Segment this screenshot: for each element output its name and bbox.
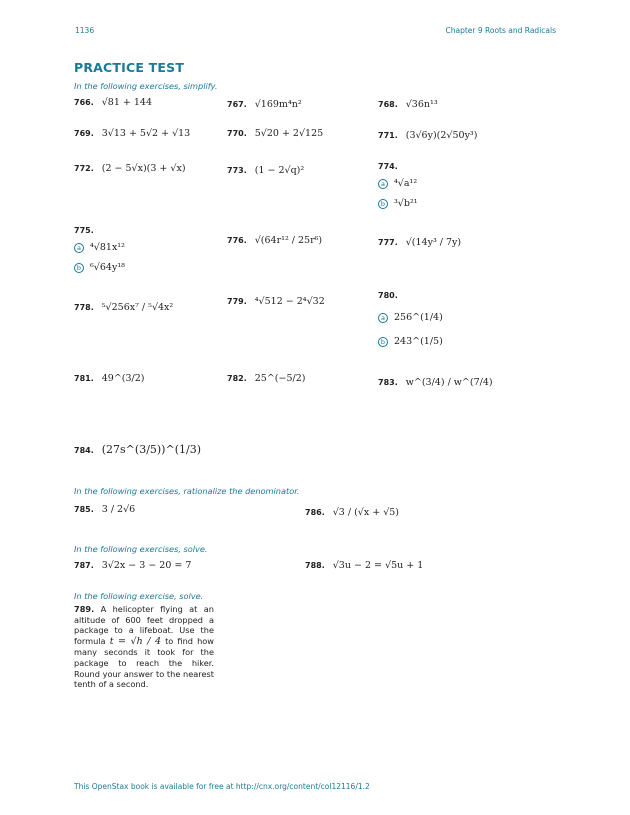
chapter-title: Chapter 9 Roots and Radicals [445, 26, 556, 35]
part-b-marker: b [74, 263, 84, 273]
exercise-774-part-a [378, 178, 417, 189]
exercise-number: 778. [74, 303, 94, 312]
exercise-number: 767. [227, 100, 247, 109]
exercise-777 [378, 238, 461, 248]
exercise-expression: ³√b²¹ [394, 198, 418, 209]
exercise-number: 779. [227, 297, 247, 306]
exercise-776 [227, 236, 322, 246]
exercise-767 [227, 100, 302, 110]
page-number: 1136 [75, 26, 95, 35]
part-a-marker: a [74, 243, 84, 253]
exercise-number: 774. [378, 162, 398, 171]
instruction-solve: In the following exercises, solve. [74, 544, 208, 554]
exercise-788 [305, 561, 423, 571]
instruction-rationalize: In the following exercises, rationalize the denominator. [74, 486, 300, 496]
exercise-775-part-a [74, 242, 125, 253]
exercise-number: 766. [74, 98, 94, 107]
exercise-number: 769. [74, 129, 94, 138]
exercise-number: 773. [227, 166, 247, 175]
exercise-expression: √81 + 144 [101, 97, 153, 108]
exercise-expression: w^(3/4) / w^(7/4) [405, 377, 493, 388]
exercise-number: 777. [378, 238, 398, 247]
exercise-769 [74, 129, 190, 139]
exercise-number: 768. [378, 100, 398, 109]
exercise-number: 776. [227, 236, 247, 245]
formula: t = √h / 4 [109, 635, 161, 647]
exercise-expression: √169m⁴n² [254, 99, 302, 110]
exercise-expression: ⁴√a¹² [394, 178, 418, 189]
exercise-number: 772. [74, 164, 94, 173]
exercise-779 [227, 297, 325, 307]
part-a-marker: a [378, 313, 388, 323]
exercise-expression: 256^(1/4) [394, 312, 443, 323]
exercise-785 [74, 505, 135, 515]
exercise-780-part-a [378, 312, 443, 323]
exercise-expression: 3 / 2√6 [101, 504, 136, 515]
exercise-778 [74, 303, 173, 313]
exercise-number: 787. [74, 561, 94, 570]
instruction-simplify: In the following exercises, simplify. [74, 81, 218, 91]
exercise-expression: 3√2x − 3 − 20 = 7 [101, 560, 192, 571]
exercise-number: 780. [378, 291, 398, 300]
exercise-expression: √3u − 2 = √5u + 1 [332, 560, 424, 571]
exercise-783 [378, 378, 493, 388]
exercise-768 [378, 100, 438, 110]
exercise-774-part-b [378, 198, 418, 209]
word-problem-text-after: to find how many seconds it took for the package to reach the hiker. Round your answer to the nearest tenth of a second. [74, 635, 214, 690]
exercise-expression: 5√20 + 2√125 [254, 128, 324, 139]
exercise-771 [378, 131, 477, 141]
exercise-expression: √(14y³ / 7y) [405, 237, 462, 248]
exercise-expression: (1 − 2√q)² [254, 165, 305, 176]
exercise-number: 784. [74, 446, 94, 455]
exercise-number: 770. [227, 129, 247, 138]
exercise-expression: ⁴√512 − 2⁴√32 [254, 296, 325, 307]
word-problem-text-before: A helicopter flying at an altitude of 600 feet dropped a package to a lifeboat. Use the formula [74, 604, 214, 646]
exercise-772 [74, 164, 186, 174]
exercise-781 [74, 374, 145, 384]
exercise-expression: √36n¹³ [405, 99, 438, 110]
exercise-789 [74, 604, 214, 690]
exercise-number: 771. [378, 131, 398, 140]
page-footer: This OpenStax book is available for free at http://cnx.org/content/col12116/1.2 [74, 782, 370, 791]
part-b-marker: b [378, 199, 388, 209]
exercise-784 [74, 444, 201, 456]
section-title: PRACTICE TEST [74, 60, 185, 75]
exercise-number: 783. [378, 378, 398, 387]
part-a-marker: a [378, 179, 388, 189]
exercise-expression: (2 − 5√x)(3 + √x) [101, 163, 186, 174]
exercise-780 [378, 292, 406, 301]
exercise-expression: ⁵√256x⁷ / ⁵√4x² [101, 302, 174, 313]
exercise-expression: (3√6y)(2√50y³) [405, 130, 478, 141]
exercise-number: 775. [74, 226, 94, 235]
exercise-number: 781. [74, 374, 94, 383]
exercise-expression: 243^(1/5) [394, 336, 443, 347]
exercise-expression: ⁶√64y¹⁸ [90, 262, 125, 273]
exercise-expression: 25^(−5/2) [254, 373, 306, 384]
exercise-expression: 3√13 + 5√2 + √13 [101, 128, 191, 139]
exercise-number: 788. [305, 561, 325, 570]
exercise-787 [74, 561, 191, 571]
exercise-number: 782. [227, 374, 247, 383]
exercise-773 [227, 166, 304, 176]
exercise-774 [378, 163, 406, 172]
exercise-775 [74, 227, 102, 236]
exercise-expression: √3 / (√x + √5) [332, 507, 400, 518]
exercise-782 [227, 374, 305, 384]
exercise-766 [74, 98, 152, 108]
exercise-expression: ⁴√81x¹² [90, 242, 125, 253]
exercise-expression: 49^(3/2) [101, 373, 145, 384]
exercise-770 [227, 129, 323, 139]
exercise-780-part-b [378, 336, 443, 347]
exercise-786 [305, 508, 399, 518]
exercise-number: 789. [74, 604, 95, 614]
exercise-expression: (27s^(3/5))^(1/3) [101, 443, 201, 456]
part-b-marker: b [378, 337, 388, 347]
exercise-number: 786. [305, 508, 325, 517]
exercise-expression: √(64r¹² / 25r⁶) [254, 235, 323, 246]
exercise-775-part-b [74, 262, 125, 273]
instruction-solve-single: In the following exercise, solve. [74, 591, 204, 601]
exercise-number: 785. [74, 505, 94, 514]
